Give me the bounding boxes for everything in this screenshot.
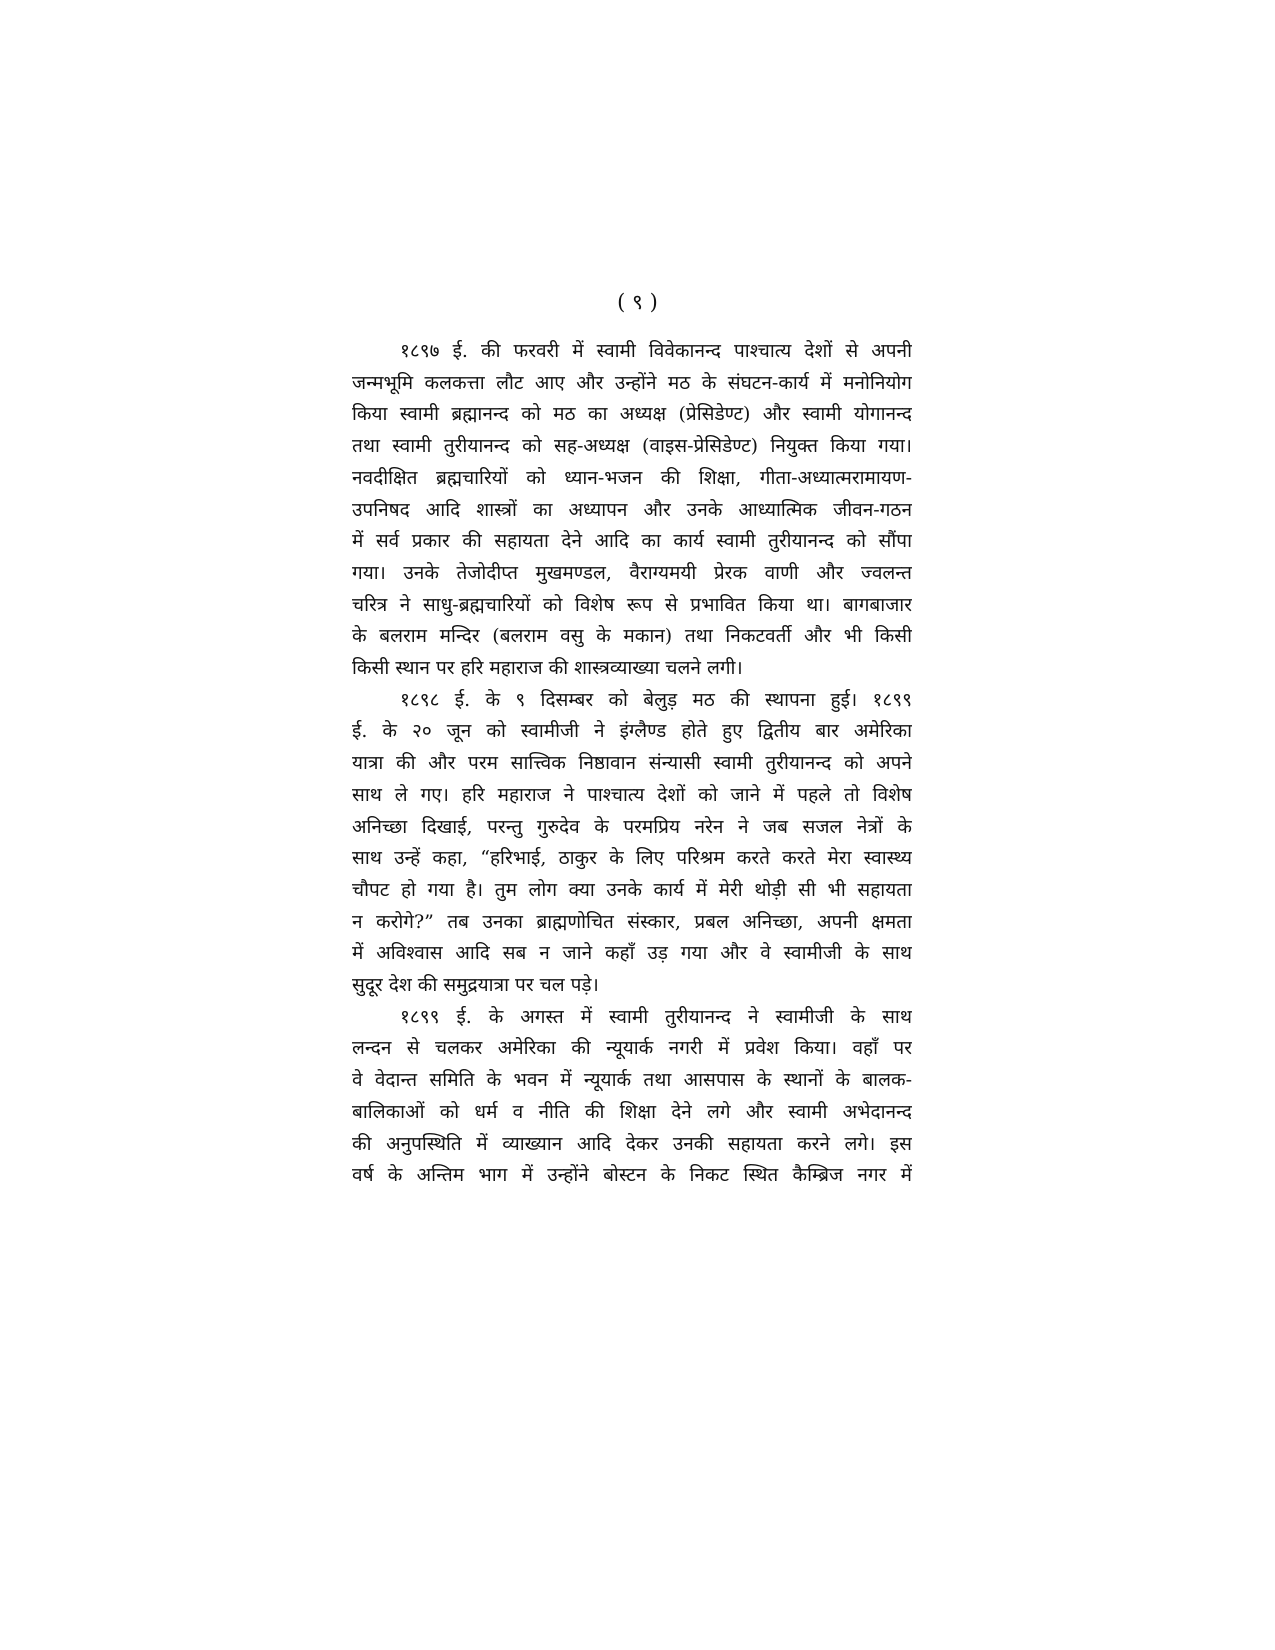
text-line: १८९९ ई. के अगस्त में स्वामी तुरीयानन्द ने स्वामीजी के साथ — [400, 1005, 912, 1028]
text-line: के बलराम मन्दिर (बलराम वसु के मकान) तथा निकटवर्ती और भी किसी — [352, 625, 912, 648]
text-line: में अविश्वास आदि सब न जाने कहाँ उड़ गया और वे स्वामीजी के साथ — [352, 942, 912, 965]
text-line: न करोगे?” तब उनका ब्राह्मणोचित संस्कार, प्रबल अनिच्छा, अपनी क्षमता — [352, 910, 912, 933]
text-line: वर्ष के अन्तिम भाग में उन्होंने बोस्टन के निकट स्थित कैम्ब्रिज नगर में — [352, 1164, 912, 1187]
page-number: ( ९ ) — [617, 290, 658, 314]
text-line: जन्मभूमि कलकत्ता लौट आए और उन्होंने मठ के संघटन-कार्य में मनोनियोग — [352, 371, 912, 394]
paragraph — [352, 1002, 912, 1192]
text-line: गया। उनके तेजोदीप्त मुखमण्डल, वैराग्यमयी प्रेरक वाणी और ज्वलन्त — [352, 561, 912, 584]
text-line: किया स्वामी ब्रह्मानन्द को मठ का अध्यक्ष (प्रेसिडेण्ट) और स्वामी योगानन्द — [352, 403, 912, 426]
text-line: उपनिषद आदि शास्त्रों का अध्यापन और उनके आध्यात्मिक जीवन-गठन — [352, 498, 912, 521]
text-line: लन्दन से चलकर अमेरिका की न्यूयार्क नगरी में प्रवेश किया। वहाँ पर — [352, 1037, 912, 1060]
paragraph — [352, 336, 912, 685]
text-line: चरित्र ने साधु-ब्रह्मचारियों को विशेष रूप से प्रभावित किया था। बागबाजार — [352, 593, 912, 616]
text-line: की अनुपस्थिति में व्याख्यान आदि देकर उनकी सहायता करने लगे। इस — [352, 1132, 912, 1155]
text-line: अनिच्छा दिखाई, परन्तु गुरुदेव के परमप्रिय नरेन ने जब सजल नेत्रों के — [352, 815, 912, 838]
text-line: साथ ले गए। हरि महाराज ने पाश्चात्य देशों को जाने में पहले तो विशेष — [352, 783, 912, 806]
text-line: किसी स्थान पर हरि महाराज की शास्त्रव्याख्या चलने लगी। — [352, 657, 743, 680]
text-line: १८९७ ई. की फरवरी में स्वामी विवेकानन्द पाश्चात्य देशों से अपनी — [400, 340, 912, 362]
text-line: बालिकाओं को धर्म व नीति की शिक्षा देने लगे और स्वामी अभेदानन्द — [352, 1100, 912, 1123]
text-line: नवदीक्षित ब्रह्मचारियों को ध्यान-भजन की शिक्षा, गीता-अध्यात्मरामायण- — [352, 466, 912, 489]
text-line: सुदूर देश की समुद्रयात्रा पर चल पड़े। — [352, 974, 599, 997]
body-text — [352, 336, 912, 1192]
text-line: चौपट हो गया है। तुम लोग क्या उनके कार्य में मेरी थोड़ी सी भी सहायता — [352, 878, 912, 901]
text-line: ई. के २० जून को स्वामीजी ने इंग्लैण्ड होते हुए द्वितीय बार अमेरिका — [352, 720, 912, 743]
text-line: १८९८ ई. के ९ दिसम्बर को बेलुड़ मठ की स्थापना हुई। १८९९ — [400, 688, 912, 711]
text-line: वे वेदान्त समिति के भवन में न्यूयार्क तथा आसपास के स्थानों के बालक- — [352, 1069, 912, 1092]
text-line: में सर्व प्रकार की सहायता देने आदि का कार्य स्वामी तुरीयानन्द को सौंपा — [352, 530, 912, 553]
text-line: तथा स्वामी तुरीयानन्द को सह-अध्यक्ष (वाइस-प्रेसिडेण्ट) नियुक्त किया गया। — [352, 435, 912, 458]
paragraph — [352, 685, 912, 1002]
text-line: यात्रा की और परम सात्त्विक निष्ठावान संन्यासी स्वामी तुरीयानन्द को अपने — [352, 752, 912, 775]
text-line: साथ उन्हें कहा, “हरिभाई, ठाकुर के लिए परिश्रम करते करते मेरा स्वास्थ्य — [352, 847, 912, 870]
